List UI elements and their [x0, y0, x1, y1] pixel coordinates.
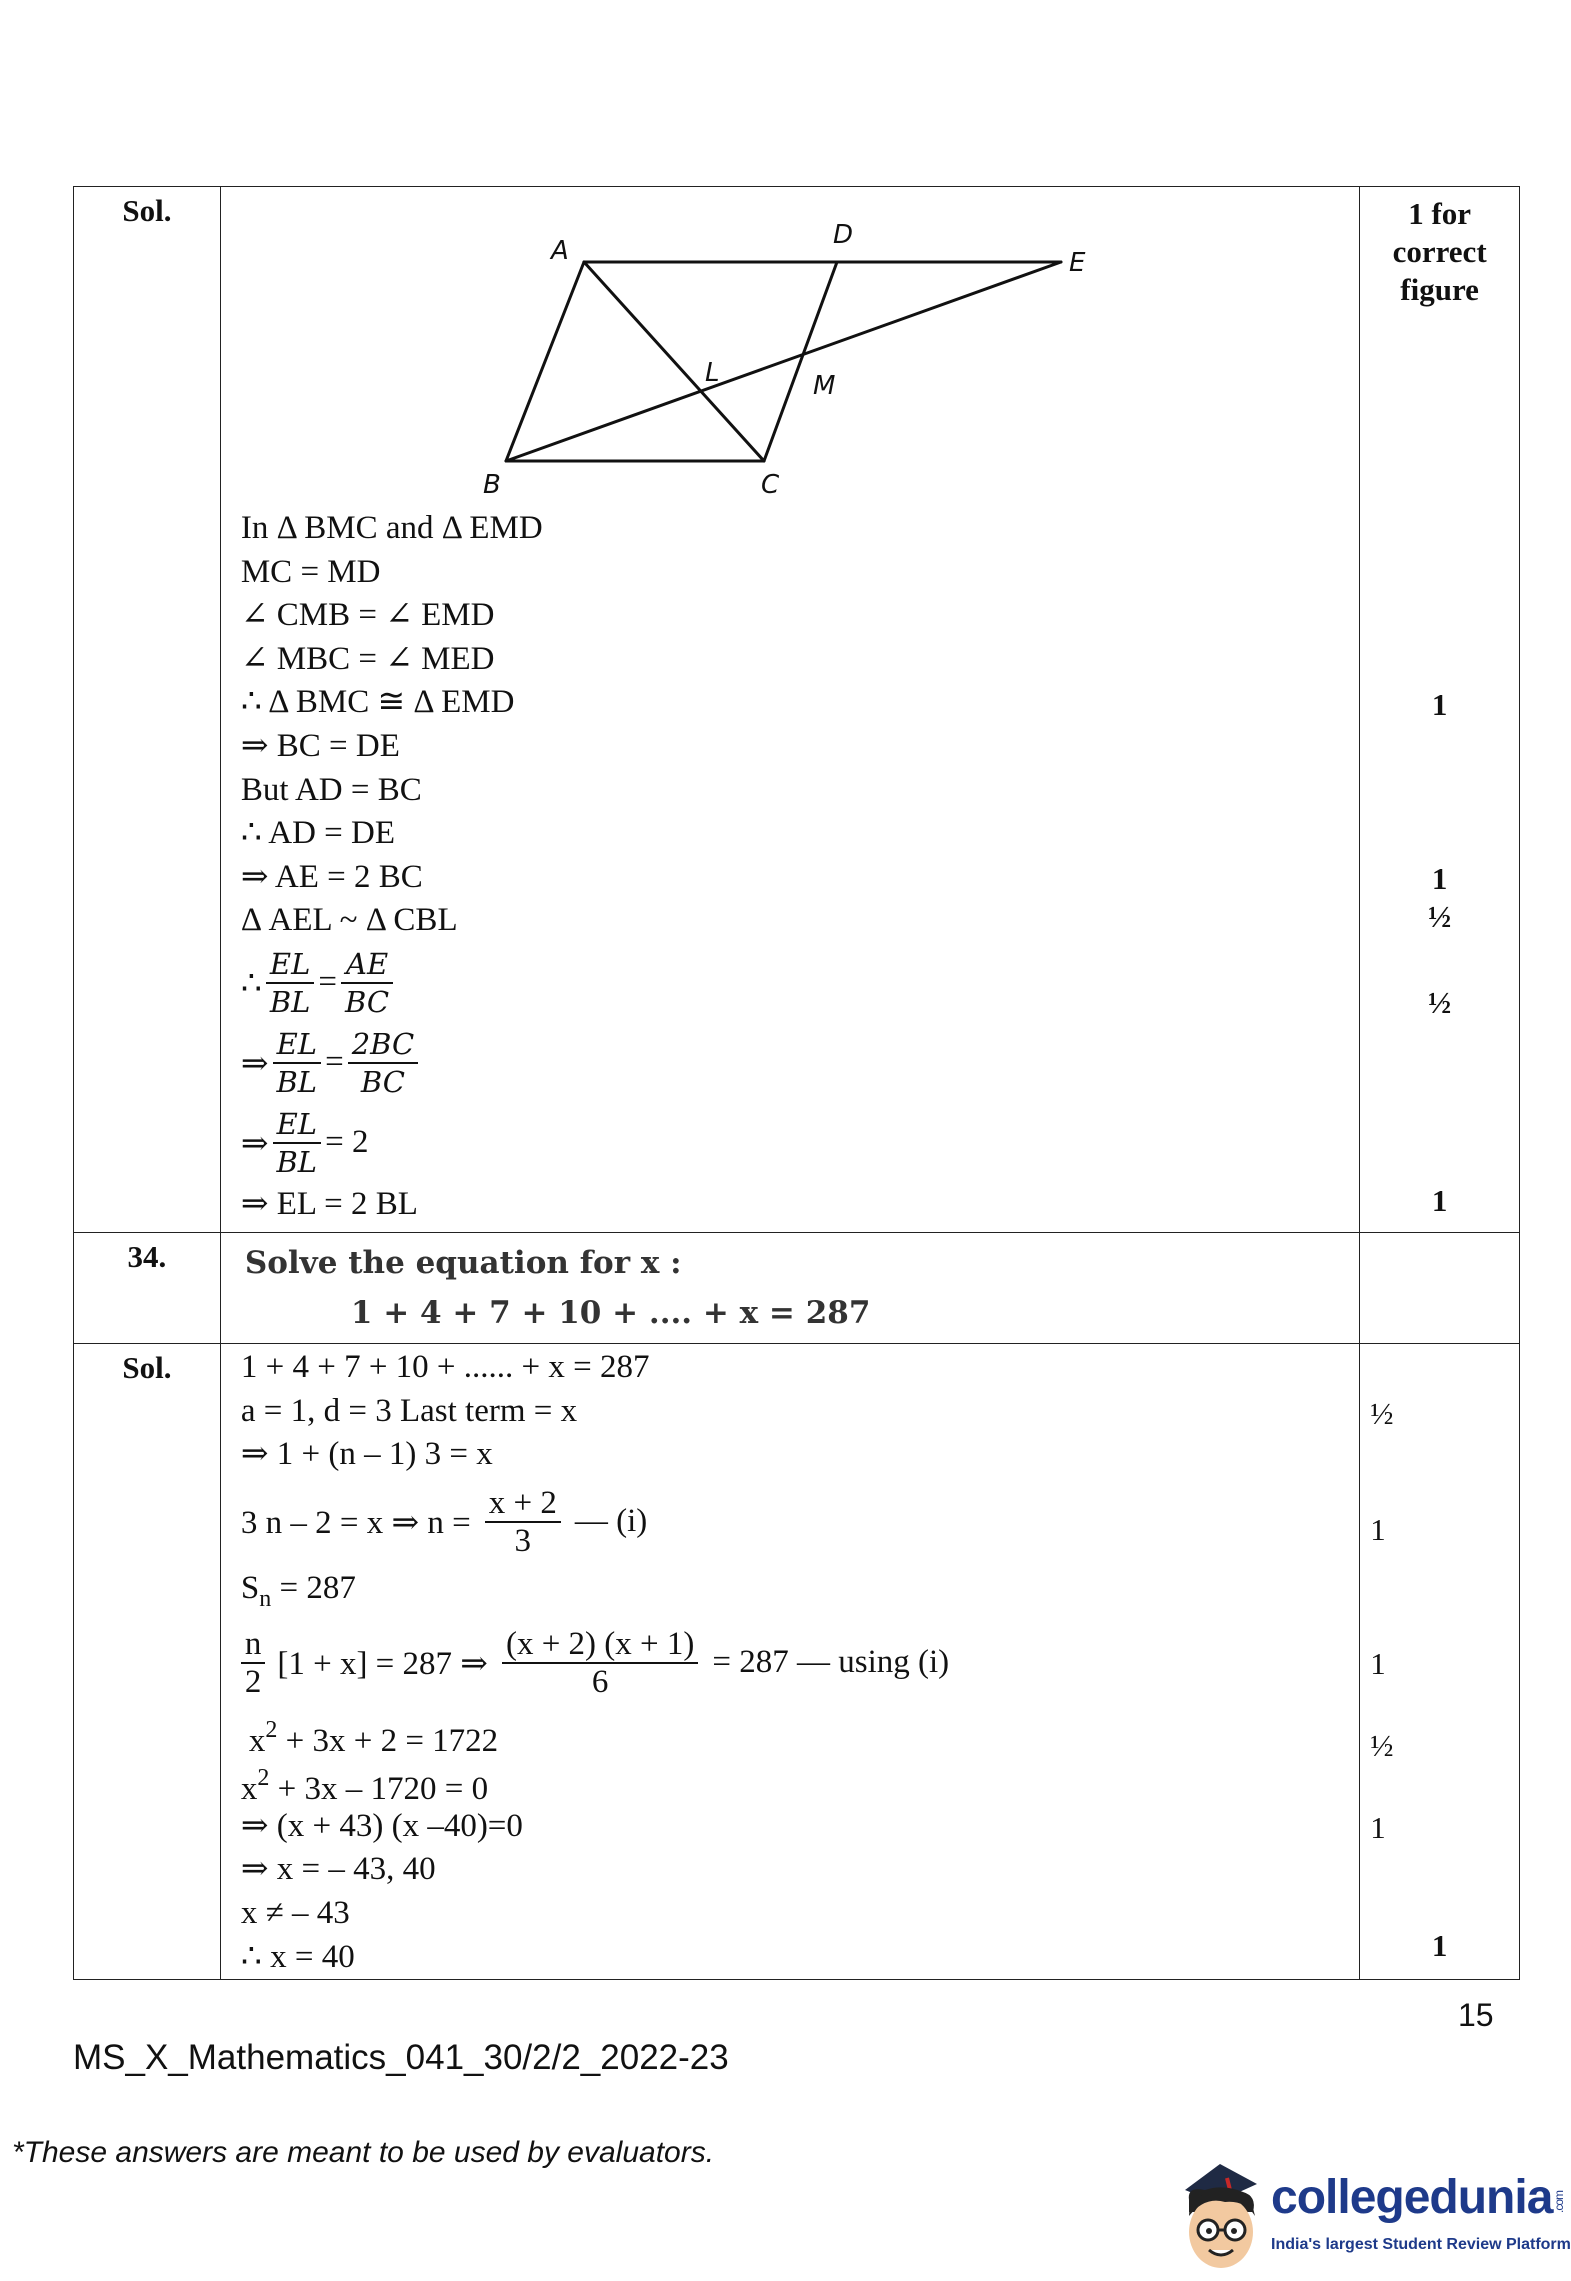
proof-line: ∠ CMB = ∠ EMD — [240, 597, 495, 634]
solution-line: ⇒ (x + 43) (x –40)=0 — [240, 1807, 523, 1844]
solution-row-2 — [74, 1344, 1520, 1980]
point-e: E — [1068, 248, 1086, 278]
fraction: $\frac{EL}{BL}$ — [266, 946, 315, 1020]
question-row-34 — [74, 1233, 1520, 1344]
marks-column — [1360, 187, 1520, 1233]
evaluator-note: *These answers are meant to be used by evaluators. — [12, 2136, 715, 2169]
equals: = — [318, 964, 338, 1001]
fraction: $\frac{2BC}{BC}$ — [348, 1026, 419, 1100]
solution-line-sum — [241, 1617, 1359, 1709]
mark: 1 — [1431, 1928, 1448, 1963]
mark: 1 — [1431, 687, 1448, 722]
equals-two: = 2 — [325, 1124, 369, 1161]
fraction: $\frac{EL}{BL}$ — [273, 1026, 322, 1100]
mark: 1 — [1431, 1183, 1448, 1218]
point-d: D — [832, 220, 853, 250]
equation-ref: — (i) — [574, 1503, 648, 1540]
solution-line: ⇒ 1 + (n – 1) 3 = x — [240, 1436, 493, 1473]
ratio-line-2 — [241, 1023, 1359, 1103]
solution-line-quad2: $x^2 + 3x - 1720 = 0$ — [240, 1764, 489, 1807]
proof-line: ∴ Δ BMC ≅ Δ EMD — [240, 684, 515, 721]
proof-line: ⇒ BC = DE — [240, 727, 400, 764]
proof-line: In Δ BMC and Δ EMD — [240, 510, 543, 546]
solution-line-sn: $S_n = 287$ — [240, 1569, 356, 1612]
fraction: $\frac{EL}{BL}$ — [273, 1106, 322, 1180]
line-be — [506, 262, 1061, 461]
geometry-figure — [221, 187, 1086, 507]
implies-symbol: ⇒ — [240, 1125, 269, 1162]
line-ac — [584, 262, 764, 461]
line-ab — [506, 262, 584, 461]
solution-lines — [221, 1344, 1359, 1979]
ratio-line-3 — [241, 1103, 1359, 1183]
equals: = — [325, 1044, 344, 1081]
page-number: 15 — [1458, 1997, 1494, 2033]
solution-line: x ≠ – 43 — [240, 1894, 350, 1931]
sol-label: Sol. — [74, 187, 221, 1233]
marking-scheme-table — [73, 186, 1520, 1980]
point-c: C — [760, 470, 779, 500]
solution-row-1 — [74, 187, 1520, 1233]
proof-conclusion: ⇒ EL = 2 BL — [240, 1185, 418, 1222]
mark: 1 — [1370, 1810, 1386, 1845]
mark: ½ — [1427, 985, 1452, 1020]
point-m: M — [812, 371, 836, 401]
marks-column — [1360, 1344, 1520, 1980]
mark: ½ — [1370, 1396, 1394, 1431]
solution-line-quad1: $x^2 + 3x + 2 = 1722$ — [248, 1716, 499, 1759]
question-prompt: Solve the equation for x : — [244, 1245, 682, 1281]
figure-marks: 1 for correct figure — [1392, 196, 1487, 307]
sol-label: Sol. — [74, 1344, 221, 1980]
mark: ½ — [1370, 1728, 1394, 1763]
collegedunia-logo — [1165, 2150, 1571, 2280]
mark: 1 — [1370, 1512, 1386, 1547]
solution-line: ∴ x = 40 — [240, 1938, 355, 1975]
implies-symbol: ⇒ — [240, 1045, 269, 1082]
proof-line: MC = MD — [240, 553, 381, 590]
proof-line: ⇒ AE = 2 BC — [240, 858, 423, 895]
expr: = 287 — using (i) — [712, 1644, 950, 1681]
mark: ½ — [1427, 899, 1452, 934]
solution-line: ⇒ x = – 43, 40 — [240, 1851, 436, 1888]
question-equation: 1 + 4 + 7 + 10 + .... + x = 287 — [350, 1295, 871, 1331]
proof-line: ∴ AD = DE — [240, 815, 396, 852]
fraction: $\frac{AE}{BC}$ — [341, 946, 393, 1020]
point-l: L — [704, 358, 720, 388]
solution-line: a = 1, d = 3 Last term = x — [240, 1392, 578, 1429]
point-b: B — [482, 470, 501, 500]
therefore-symbol: ∴ — [240, 965, 262, 1002]
proof-line: But AD = BC — [240, 771, 422, 808]
solution-line: 1 + 4 + 7 + 10 + ...... + x = 287 — [240, 1349, 650, 1385]
fraction: $\frac{x + 2}{3}$ — [485, 1485, 561, 1559]
solution-content — [220, 1344, 1359, 1980]
brand-tagline: India's largest Student Review Platform — [1271, 2236, 1571, 2253]
proof-line: Δ AEL ~ Δ CBL — [240, 902, 458, 939]
question-content — [220, 1233, 1359, 1344]
fraction: $\frac{(x + 2) (x + 1)}{6}$ — [502, 1626, 698, 1700]
line-dc — [764, 262, 837, 461]
ratio-line-1 — [241, 943, 1359, 1023]
proof-lines — [221, 507, 1359, 1227]
point-a: A — [550, 236, 569, 266]
fraction: $\frac{n}{2}$ — [241, 1626, 266, 1700]
proof-line: ∠ MBC = ∠ MED — [240, 640, 495, 677]
mark: 1 — [1370, 1646, 1386, 1681]
question-number: 34. — [74, 1233, 221, 1344]
solution-line-n — [241, 1477, 1359, 1567]
expr: 3 n – 2 = x ⇒ n = — [240, 1504, 471, 1541]
document-code: MS_X_Mathematics_041_30/2/2_2022-23 — [73, 2038, 729, 2077]
mark: 1 — [1431, 861, 1448, 896]
expr: [1 + x] = 287 ⇒ — [277, 1645, 488, 1682]
solution-content — [220, 187, 1359, 1233]
brand-name: collegedunia.com — [1271, 2171, 1567, 2224]
mascot-icon — [1165, 2150, 1275, 2278]
empty-marks — [1360, 1233, 1520, 1344]
